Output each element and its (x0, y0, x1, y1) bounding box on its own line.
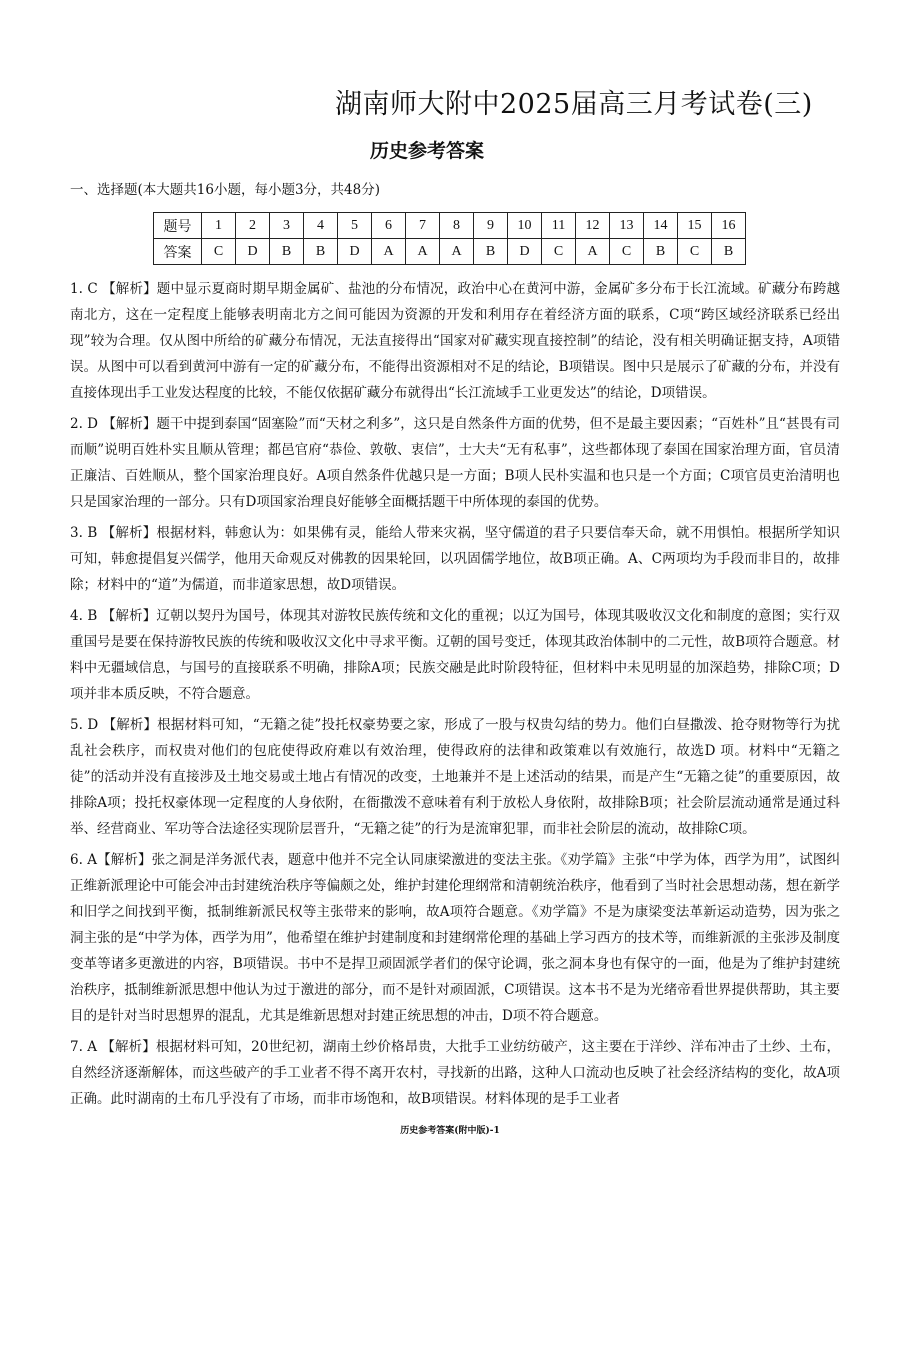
explanation-paragraph: 4. B 【解析】辽朝以契丹为国号，体现其对游牧民族传统和文化的重视；以辽为国号，体现其吸收汉文化和制度的意图；实行双重国号是要在保持游牧民族的传统和吸收汉文化中寻求平衡。辽朝的国号变迁，体现其政治体制中的二元性，故B项符合题意。材料中无疆域信息，与国号的直接联系不明确，排除A项；民族交融是此时阶段特征，但材料中未见明显的加深趋势，排除C项；D项并非本质反映，不符合题意。 (70, 608, 840, 702)
answer-cell: C (678, 239, 712, 265)
question-number: 2 (236, 213, 270, 239)
question-number: 3 (270, 213, 304, 239)
question-number: 16 (712, 213, 746, 239)
answer-cell: A (576, 239, 610, 265)
section-heading: 一、选择题(本大题共16小题，每小题3分，共48分) (70, 182, 380, 198)
answer-cell: B (304, 239, 338, 265)
page-subtitle: 历史参考答案 (370, 140, 485, 162)
answer-cell: B (270, 239, 304, 265)
answer-row (154, 239, 746, 265)
answer-cell: B (474, 239, 508, 265)
question-number-row (154, 213, 746, 239)
answer-cell: A (440, 239, 474, 265)
page-footer: 历史参考答案(附中版)-1 (400, 1126, 500, 1136)
answer-table (153, 212, 746, 265)
question-number: 10 (508, 213, 542, 239)
answer-cell: D (508, 239, 542, 265)
explanation-paragraph: 6. A【解析】张之洞是洋务派代表，题意中他并不完全认同康梁激进的变法主张。《劝学篇》主张“中学为体，西学为用”，试图纠正维新派理论中可能会冲击封建统治秩序等偏颇之处，维护封建伦理纲常和清朝统治秩序，他看到了当时社会思想动荡，想在新学和旧学之间找到平衡，抵制维新派民权等主张带来的影响，故A项符合题意。《劝学篇》不是为康梁变法革新运动造势，因为张之洞主张的是“中学为体，西学为用”，他希望在维护封建制度和封建纲常伦理的基础上学习西方的技术等，而维新派的主张涉及制度变革等诸多更激进的内容，B项错误。书中不是捍卫顽固派学者们的保守论调，张之洞本身也有保守的一面，他是为了维护封建统治秩序，抵制维新派思想中他认为过于激进的部分，而不是针对顽固派，C项错误。这本书不是为光绪帝看世界提供帮助，其主要目的是针对当时思想界的混乱，尤其是维新思想对封建正统思想的冲击，D项不符合题意。 (70, 852, 840, 1024)
question-number: 14 (644, 213, 678, 239)
question-number: 1 (202, 213, 236, 239)
answer-cell: C (202, 239, 236, 265)
explanation-paragraph: 7. A 【解析】根据材料可知，20世纪初，湖南土纱价格昂贵，大批手工业纺纺破产，这主要在于洋纱、洋布冲击了土纱、土布，自然经济逐渐解体，而这些破产的手工业者不得不离开农村，寻找新的出路，这种人口流动也反映了社会经济结构的变化，故A项正确。此时湖南的土布几乎没有了市场，而非市场饱和，故B项错误。材料体现的是手工业者 (70, 1039, 840, 1107)
answer-cell: D (236, 239, 270, 265)
answer-cell: A (406, 239, 440, 265)
question-number: 15 (678, 213, 712, 239)
question-number: 4 (304, 213, 338, 239)
page-title: 湖南师大附中2025届高三月考试卷(三) (335, 89, 813, 120)
question-number: 13 (610, 213, 644, 239)
explanation-paragraph: 3. B 【解析】根据材料，韩愈认为：如果佛有灵，能给人带来灾祸，坚守儒道的君子只要信奉天命，就不用惧怕。根据所学知识可知，韩愈提倡复兴儒学，他用天命观反对佛教的因果轮回，以巩固儒学地位，故B项正确。A、C两项均为手段而非目的，故排除；材料中的“道”为儒道，而非道家思想，故D项错误。 (70, 525, 840, 593)
row-label-number: 题号 (154, 213, 202, 239)
question-number: 7 (406, 213, 440, 239)
explanations (70, 276, 840, 1117)
answer-cell: B (712, 239, 746, 265)
explanation-paragraph: 1. C 【解析】题中显示夏商时期早期金属矿、盐池的分布情况，政治中心在黄河中游，金属矿多分布于长江流域。矿藏分布跨越南北方，这在一定程度上能够表明南北方之间可能因为资源的开发和利用存在着经济方面的联系，C项“跨区域经济联系已经出现”较为合理。仅从图中所给的矿藏分布情况，无法直接得出“国家对矿藏实现直接控制”的结论，没有相关明确证据支持，A项错误。从图中可以看到黄河中游有一定的矿藏分布，不能得出资源相对不足的结论，B项错误。图中只是展示了矿藏的分布，并没有直接体现出手工业发达程度的比较，不能仅依据矿藏分布就得出“长江流域手工业更发达”的结论，D项错误。 (70, 281, 840, 401)
question-number: 8 (440, 213, 474, 239)
row-label-answer: 答案 (154, 239, 202, 265)
answer-cell: C (542, 239, 576, 265)
question-number: 6 (372, 213, 406, 239)
explanation-paragraph: 5. D 【解析】根据材料可知，“无籍之徒”投托权豪势要之家，形成了一股与权贵勾结的势力。他们白昼撒泼、抢夺财物等行为扰乱社会秩序，而权贵对他们的包庇使得政府难以有效治理，使得政府的法律和政策难以有效施行，故选D 项。材料中“无籍之徒”的活动并没有直接涉及土地交易或土地占有情况的改变，土地兼并不是上述活动的结果，而是产生“无籍之徒”的重要原因，故排除A项；投托权豪体现一定程度的人身依附，在衙撒泼不意味着有利于放松人身依附，故排除B项；社会阶层流动通常是通过科举、经营商业、军功等合法途径实现阶层晋升，“无籍之徒”的行为是流窜犯罪，而非社会阶层的流动，故排除C项。 (70, 717, 840, 837)
answer-cell: C (610, 239, 644, 265)
answer-cell: B (644, 239, 678, 265)
question-number: 9 (474, 213, 508, 239)
question-number: 5 (338, 213, 372, 239)
answer-cell: D (338, 239, 372, 265)
answer-cell: A (372, 239, 406, 265)
question-number: 12 (576, 213, 610, 239)
explanation-paragraph: 2. D 【解析】题干中提到泰国“固塞险”而“天材之利多”，这只是自然条件方面的优势，但不是最主要因素；“百姓朴”且“甚畏有司而顺”说明百姓朴实且顺从管理；都邑官府“恭俭、敦敬、衷信”，士大夫“无有私事”，这些都体现了泰国在国家治理方面，官员清正廉洁、百姓顺从，整个国家治理良好。A项自然条件优越只是一方面；B项人民朴实温和也只是一个方面；C项官员吏治清明也只是国家治理的一部分。只有D项国家治理良好能够全面概括题干中所体现的泰国的优势。 (70, 416, 840, 510)
question-number: 11 (542, 213, 576, 239)
